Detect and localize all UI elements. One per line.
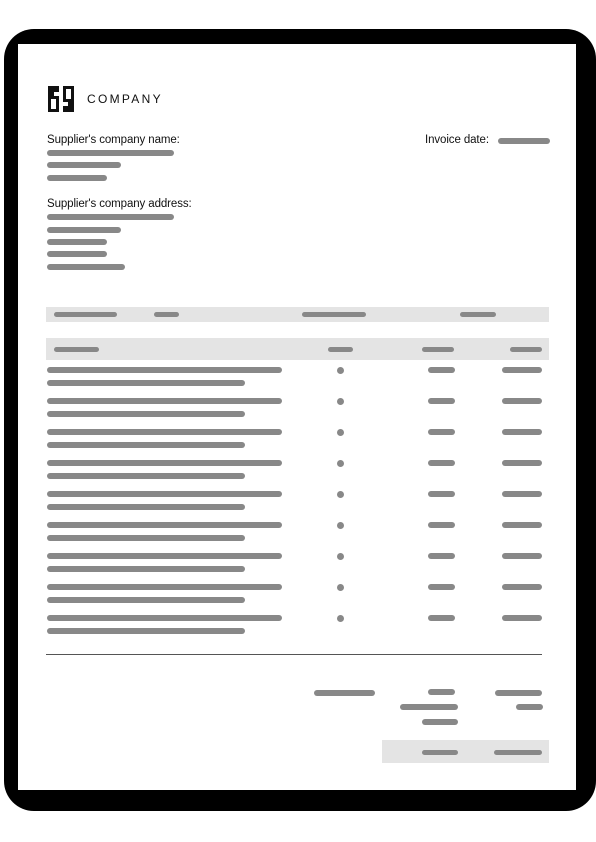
supplier-address-placeholder	[47, 239, 107, 245]
item-total-placeholder	[502, 429, 542, 435]
item-price-placeholder	[428, 398, 455, 404]
table-header-placeholder	[422, 347, 454, 352]
item-total-placeholder	[502, 460, 542, 466]
item-price-placeholder	[428, 615, 455, 621]
grand-total-placeholder	[422, 750, 458, 755]
item-total-placeholder	[502, 584, 542, 590]
item-description-placeholder	[47, 473, 245, 479]
totals-placeholder	[495, 690, 542, 696]
item-description-placeholder	[47, 597, 245, 603]
item-total-placeholder	[502, 615, 542, 621]
item-quantity-placeholder	[337, 584, 344, 591]
item-quantity-placeholder	[337, 553, 344, 560]
item-total-placeholder	[502, 398, 542, 404]
item-total-placeholder	[502, 367, 542, 373]
item-description-placeholder	[47, 522, 282, 528]
item-quantity-placeholder	[337, 398, 344, 405]
invoice-date-label: Invoice date:	[425, 134, 489, 146]
item-quantity-placeholder	[337, 491, 344, 498]
item-description-placeholder	[47, 491, 282, 497]
item-description-placeholder	[47, 367, 282, 373]
item-price-placeholder	[428, 522, 455, 528]
item-description-placeholder	[47, 628, 245, 634]
info-band-placeholder	[54, 312, 117, 317]
item-description-placeholder	[47, 566, 245, 572]
item-quantity-placeholder	[337, 367, 344, 374]
supplier-name-placeholder	[47, 175, 107, 181]
totals-placeholder	[516, 704, 543, 710]
totals-placeholder	[314, 690, 375, 696]
item-price-placeholder	[428, 429, 455, 435]
supplier-address-placeholder	[47, 264, 125, 270]
item-description-placeholder	[47, 398, 282, 404]
item-description-placeholder	[47, 584, 282, 590]
item-description-placeholder	[47, 553, 282, 559]
company-logo-icon	[46, 84, 76, 114]
item-description-placeholder	[47, 442, 245, 448]
table-header-placeholder	[54, 347, 99, 352]
totals-placeholder	[428, 689, 455, 695]
item-price-placeholder	[428, 584, 455, 590]
supplier-address-placeholder	[47, 214, 174, 220]
item-description-placeholder	[47, 411, 245, 417]
item-price-placeholder	[428, 491, 455, 497]
totals-placeholder	[422, 719, 458, 725]
supplier-name-placeholder	[47, 162, 121, 168]
supplier-name-label: Supplier's company name:	[47, 134, 180, 146]
info-band-placeholder	[460, 312, 496, 317]
item-description-placeholder	[47, 380, 245, 386]
company-name: COMPANY	[87, 92, 163, 106]
item-description-placeholder	[47, 460, 282, 466]
table-divider	[46, 654, 542, 655]
item-description-placeholder	[47, 535, 245, 541]
item-quantity-placeholder	[337, 429, 344, 436]
supplier-address-label: Supplier's company address:	[47, 198, 192, 210]
item-price-placeholder	[428, 367, 455, 373]
grand-total-placeholder	[494, 750, 542, 755]
item-price-placeholder	[428, 460, 455, 466]
item-price-placeholder	[428, 553, 455, 559]
supplier-address-placeholder	[47, 251, 107, 257]
info-band-placeholder	[154, 312, 179, 317]
item-quantity-placeholder	[337, 460, 344, 467]
table-header-placeholder	[328, 347, 353, 352]
table-header	[46, 338, 549, 360]
item-total-placeholder	[502, 553, 542, 559]
supplier-address-placeholder	[47, 227, 121, 233]
item-description-placeholder	[47, 615, 282, 621]
item-total-placeholder	[502, 491, 542, 497]
item-total-placeholder	[502, 522, 542, 528]
item-quantity-placeholder	[337, 615, 344, 622]
supplier-name-placeholder	[47, 150, 174, 156]
item-description-placeholder	[47, 429, 282, 435]
invoice-date-placeholder	[498, 138, 550, 144]
item-quantity-placeholder	[337, 522, 344, 529]
info-band-placeholder	[302, 312, 366, 317]
totals-placeholder	[400, 704, 458, 710]
item-description-placeholder	[47, 504, 245, 510]
table-header-placeholder	[510, 347, 542, 352]
